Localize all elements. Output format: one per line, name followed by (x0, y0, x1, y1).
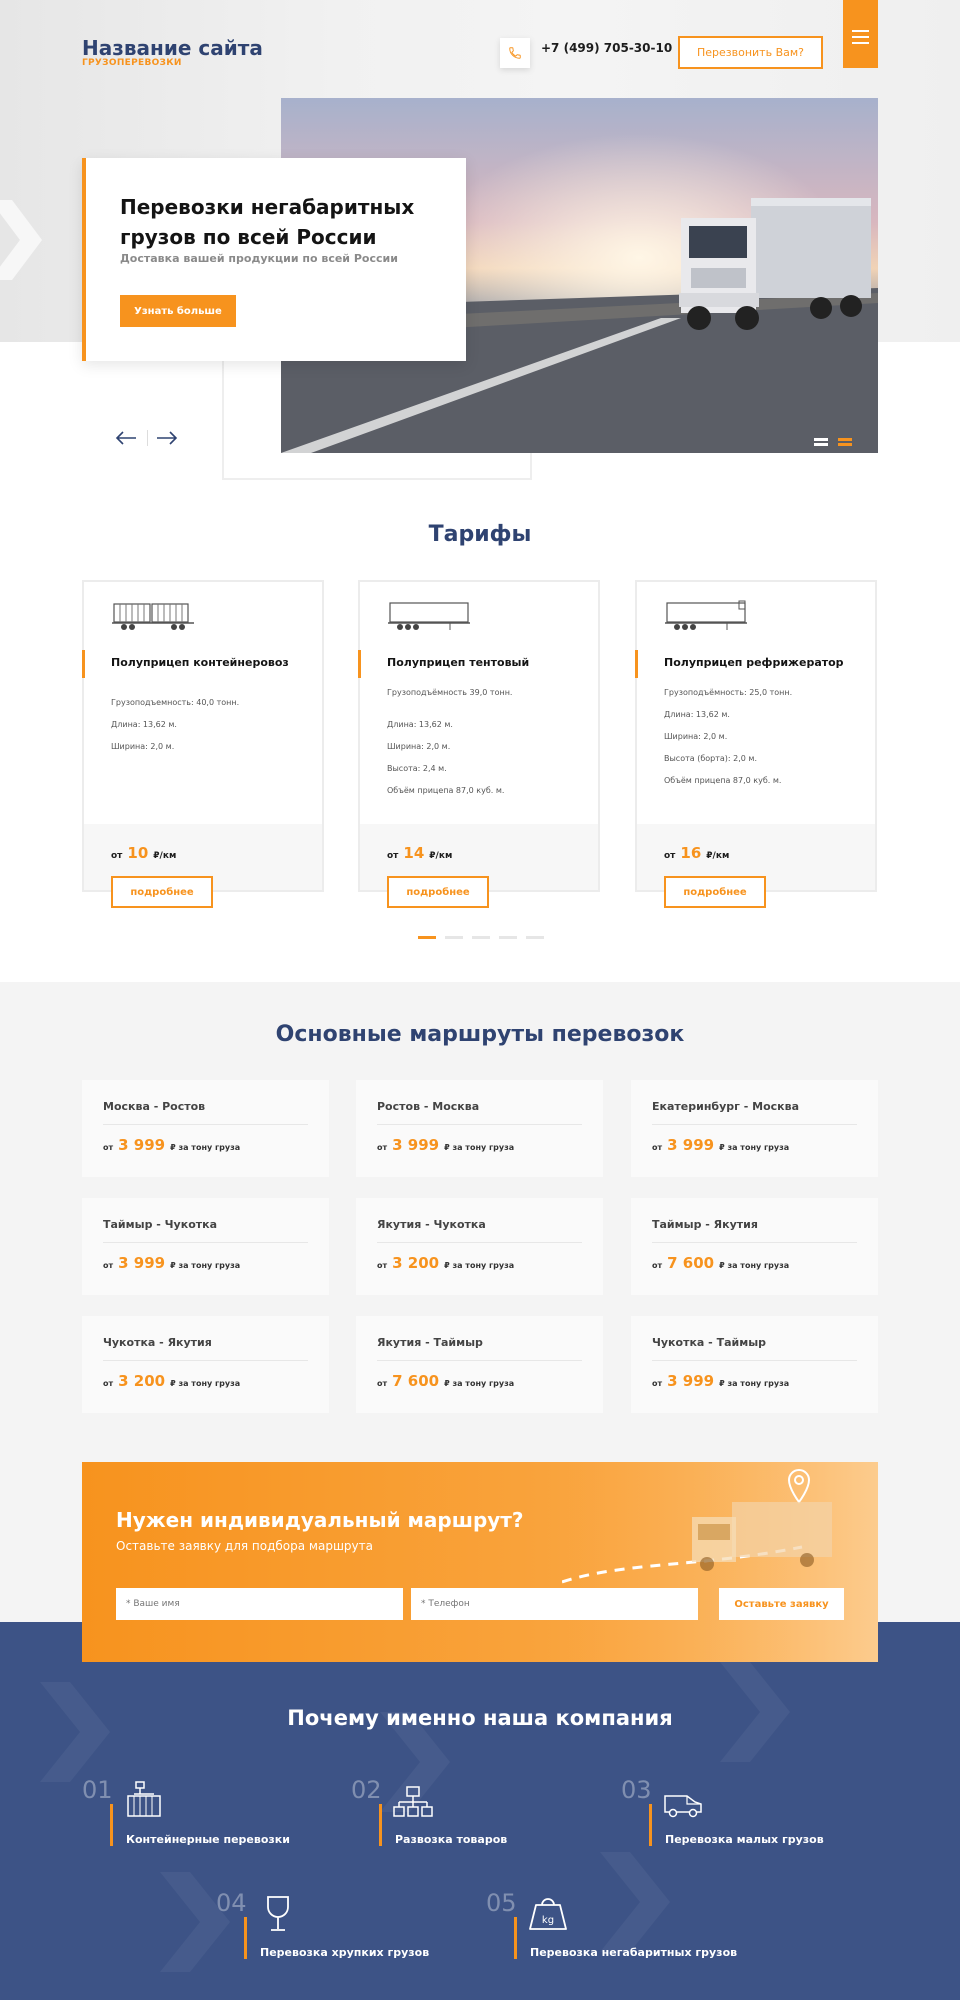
price-value: 3 999 (118, 1254, 166, 1272)
hamburger-menu-icon[interactable] (843, 0, 878, 68)
route-divider (103, 1124, 308, 1125)
price-suffix: ₽ за тону груза (444, 1379, 515, 1388)
why-item-number: 02 (351, 1776, 382, 1804)
why-item-accent (110, 1804, 113, 1846)
price-suffix: ₽ за тону груза (719, 1261, 790, 1270)
route-price (103, 1254, 240, 1272)
phone-input[interactable] (411, 1588, 698, 1620)
hero-subtitle: Доставка вашей продукции по всей России (120, 252, 398, 265)
route-name: Чукотка - Таймыр (652, 1336, 767, 1349)
price-prefix: от (103, 1143, 114, 1152)
hero-title: Перевозки негабаритных грузов по всей России (120, 195, 415, 249)
tariff-spec: Длина: 13,62 м. (387, 720, 453, 729)
price-prefix: от (652, 1261, 663, 1270)
why-title: Почему именно наша компания (287, 1706, 673, 1730)
route-divider (103, 1242, 308, 1243)
route-card[interactable] (82, 1198, 329, 1295)
tariffs-page-dot-3[interactable] (472, 936, 490, 939)
route-truck-illustration (562, 1462, 878, 1662)
route-name: Таймыр - Чукотка (103, 1218, 218, 1231)
weight-kg-icon (528, 1895, 568, 1933)
tariffs-title: Тарифы (428, 522, 532, 547)
price-unit: ₽/км (706, 851, 730, 861)
price-unit: ₽/км (153, 851, 177, 861)
container-trailer-icon (110, 600, 196, 632)
slide-indicator-2[interactable] (838, 438, 852, 441)
price-value: 10 (127, 844, 149, 862)
route-name: Якутия - Чукотка (377, 1218, 486, 1231)
tariff-details-button[interactable]: подробнее (664, 876, 766, 908)
chevron-decoration-icon (0, 200, 50, 280)
tariff-price (664, 844, 729, 862)
why-item-label: Развозка товаров (395, 1833, 508, 1846)
route-divider (652, 1124, 857, 1125)
tariff-spec: Грузоподъёмность: 25,0 тонн. (664, 688, 793, 697)
route-name: Ростов - Москва (377, 1100, 480, 1113)
tariff-name: Полуприцеп рефрижератор (664, 656, 844, 669)
container-crane-icon (124, 1780, 164, 1818)
why-item-label: Перевозка негабаритных грузов (530, 1946, 738, 1959)
why-item-number: 04 (216, 1889, 247, 1917)
route-price (652, 1254, 789, 1272)
price-value: 16 (680, 844, 702, 862)
route-card[interactable] (631, 1316, 878, 1413)
price-prefix: от (111, 851, 123, 861)
route-card[interactable] (82, 1080, 329, 1177)
route-name: Екатеринбург - Москва (652, 1100, 799, 1113)
cta-title: Нужен индивидуальный маршрут? (116, 1508, 524, 1532)
refrigerator-trailer-icon (663, 600, 749, 632)
arrow-right-icon[interactable] (155, 426, 179, 450)
why-item-number: 05 (486, 1889, 517, 1917)
price-prefix: от (377, 1261, 388, 1270)
learn-more-button[interactable]: Узнать больше (120, 295, 236, 327)
tariff-spec: Грузоподъемность: 40,0 тонн. (111, 698, 240, 707)
price-suffix: ₽ за тону груза (170, 1143, 241, 1152)
tent-trailer-icon (386, 600, 472, 632)
tariff-card (635, 580, 877, 898)
routes-title: Основные маршруты перевозок (275, 1022, 685, 1047)
why-item-accent (514, 1917, 517, 1959)
slider-arrows-divider (147, 430, 148, 446)
route-price (377, 1136, 514, 1154)
route-divider (377, 1360, 582, 1361)
tariff-spec: Ширина: 2,0 м. (111, 742, 175, 751)
cta-subtitle: Оставьте заявку для подбора маршрута (116, 1539, 373, 1553)
route-name: Чукотка - Якутия (103, 1336, 212, 1349)
tariff-accent-bar (82, 650, 85, 678)
site-logo-tagline: ГРУЗОПЕРЕВОЗКИ (82, 58, 182, 68)
route-card[interactable] (631, 1198, 878, 1295)
route-divider (652, 1242, 857, 1243)
price-value: 3 999 (667, 1372, 715, 1390)
price-prefix: от (377, 1143, 388, 1152)
price-suffix: ₽ за тону груза (719, 1379, 790, 1388)
price-suffix: ₽ за тону груза (444, 1261, 515, 1270)
route-card[interactable] (356, 1080, 603, 1177)
price-value: 7 600 (667, 1254, 715, 1272)
route-price (652, 1372, 789, 1390)
why-item-accent (244, 1917, 247, 1959)
phone-icon (500, 38, 530, 68)
route-price (377, 1372, 514, 1390)
site-logo-title[interactable]: Название сайта (82, 36, 263, 60)
tariffs-page-dot-4[interactable] (499, 936, 517, 939)
route-divider (652, 1360, 857, 1361)
price-value: 3 200 (118, 1372, 166, 1390)
route-divider (377, 1124, 582, 1125)
why-item-label: Контейнерные перевозки (126, 1833, 290, 1846)
tariff-spec: Длина: 13,62 м. (664, 710, 730, 719)
price-value: 3 999 (667, 1136, 715, 1154)
why-item-accent (649, 1804, 652, 1846)
why-item-accent (379, 1804, 382, 1846)
tariffs-page-dot-1[interactable] (418, 936, 436, 939)
route-divider (103, 1360, 308, 1361)
why-item-number: 01 (82, 1776, 113, 1804)
svg-text:kg: kg (541, 1915, 555, 1926)
price-prefix: от (387, 851, 399, 861)
price-value: 3 999 (392, 1136, 440, 1154)
tariff-spec: Объём прицепа 87,0 куб. м. (387, 786, 505, 795)
arrow-left-icon[interactable] (114, 426, 138, 450)
tariff-spec: Ширина: 2,0 м. (387, 742, 451, 751)
route-card[interactable] (356, 1316, 603, 1413)
tariff-spec: Длина: 13,62 м. (111, 720, 177, 729)
route-divider (377, 1242, 582, 1243)
hero-card (82, 158, 466, 361)
route-name: Москва - Ростов (103, 1100, 206, 1113)
price-value: 7 600 (392, 1372, 440, 1390)
why-item-label: Перевозка хрупких грузов (260, 1946, 430, 1959)
tariff-name: Полуприцеп тентовый (387, 656, 530, 669)
tariff-card (358, 580, 600, 898)
route-name: Якутия - Таймыр (377, 1336, 483, 1349)
why-item-label: Перевозка малых грузов (665, 1833, 824, 1846)
price-unit: ₽/км (429, 851, 453, 861)
tariffs-page-dot-5[interactable] (526, 936, 544, 939)
price-suffix: ₽ за тону груза (170, 1261, 241, 1270)
route-name: Таймыр - Якутия (652, 1218, 758, 1231)
price-prefix: от (103, 1261, 114, 1270)
price-suffix: ₽ за тону груза (170, 1379, 241, 1388)
route-card[interactable] (356, 1198, 603, 1295)
custom-route-cta (82, 1462, 878, 1662)
glass-icon (258, 1895, 298, 1933)
tariff-card (82, 580, 324, 898)
price-suffix: ₽ за тону груза (719, 1143, 790, 1152)
header-phone-number[interactable]: +7 (499) 705-30-10 (541, 41, 673, 55)
tariff-details-button[interactable]: подробнее (387, 876, 489, 908)
distribution-tree-icon (393, 1785, 433, 1823)
submit-request-button[interactable]: Оставьте заявку (719, 1588, 844, 1620)
route-price (103, 1136, 240, 1154)
tariff-spec: Объём прицепа 87,0 куб. м. (664, 776, 782, 785)
price-suffix: ₽ за тону груза (444, 1143, 515, 1152)
price-prefix: от (652, 1379, 663, 1388)
slide-indicator-1[interactable] (814, 438, 828, 441)
why-item-number: 03 (621, 1776, 652, 1804)
tariff-accent-bar (635, 650, 638, 678)
price-value: 3 999 (118, 1136, 166, 1154)
tariff-price (387, 844, 452, 862)
price-prefix: от (652, 1143, 663, 1152)
route-price (103, 1372, 240, 1390)
tariff-accent-bar (358, 650, 361, 678)
tariff-details-button[interactable]: подробнее (111, 876, 213, 908)
tariff-spec: Высота: 2,4 м. (387, 764, 447, 773)
route-price (652, 1136, 789, 1154)
tariffs-page-dot-2[interactable] (445, 936, 463, 939)
route-card[interactable] (82, 1316, 329, 1413)
callback-button[interactable]: Перезвонить Вам? (678, 36, 823, 69)
route-card[interactable] (631, 1080, 878, 1177)
tariff-spec: Ширина: 2,0 м. (664, 732, 728, 741)
tariff-spec: Грузоподъёмность 39,0 тонн. (387, 688, 513, 697)
name-input[interactable] (116, 1588, 403, 1620)
price-prefix: от (377, 1379, 388, 1388)
route-price (377, 1254, 514, 1272)
price-prefix: от (103, 1379, 114, 1388)
price-prefix: от (664, 851, 676, 861)
van-icon (663, 1784, 703, 1822)
tariff-name: Полуприцеп контейнеровоз (111, 656, 289, 669)
tariff-spec: Высота (борта): 2,0 м. (664, 754, 757, 763)
tariff-price (111, 844, 176, 862)
price-value: 3 200 (392, 1254, 440, 1272)
price-value: 14 (403, 844, 425, 862)
